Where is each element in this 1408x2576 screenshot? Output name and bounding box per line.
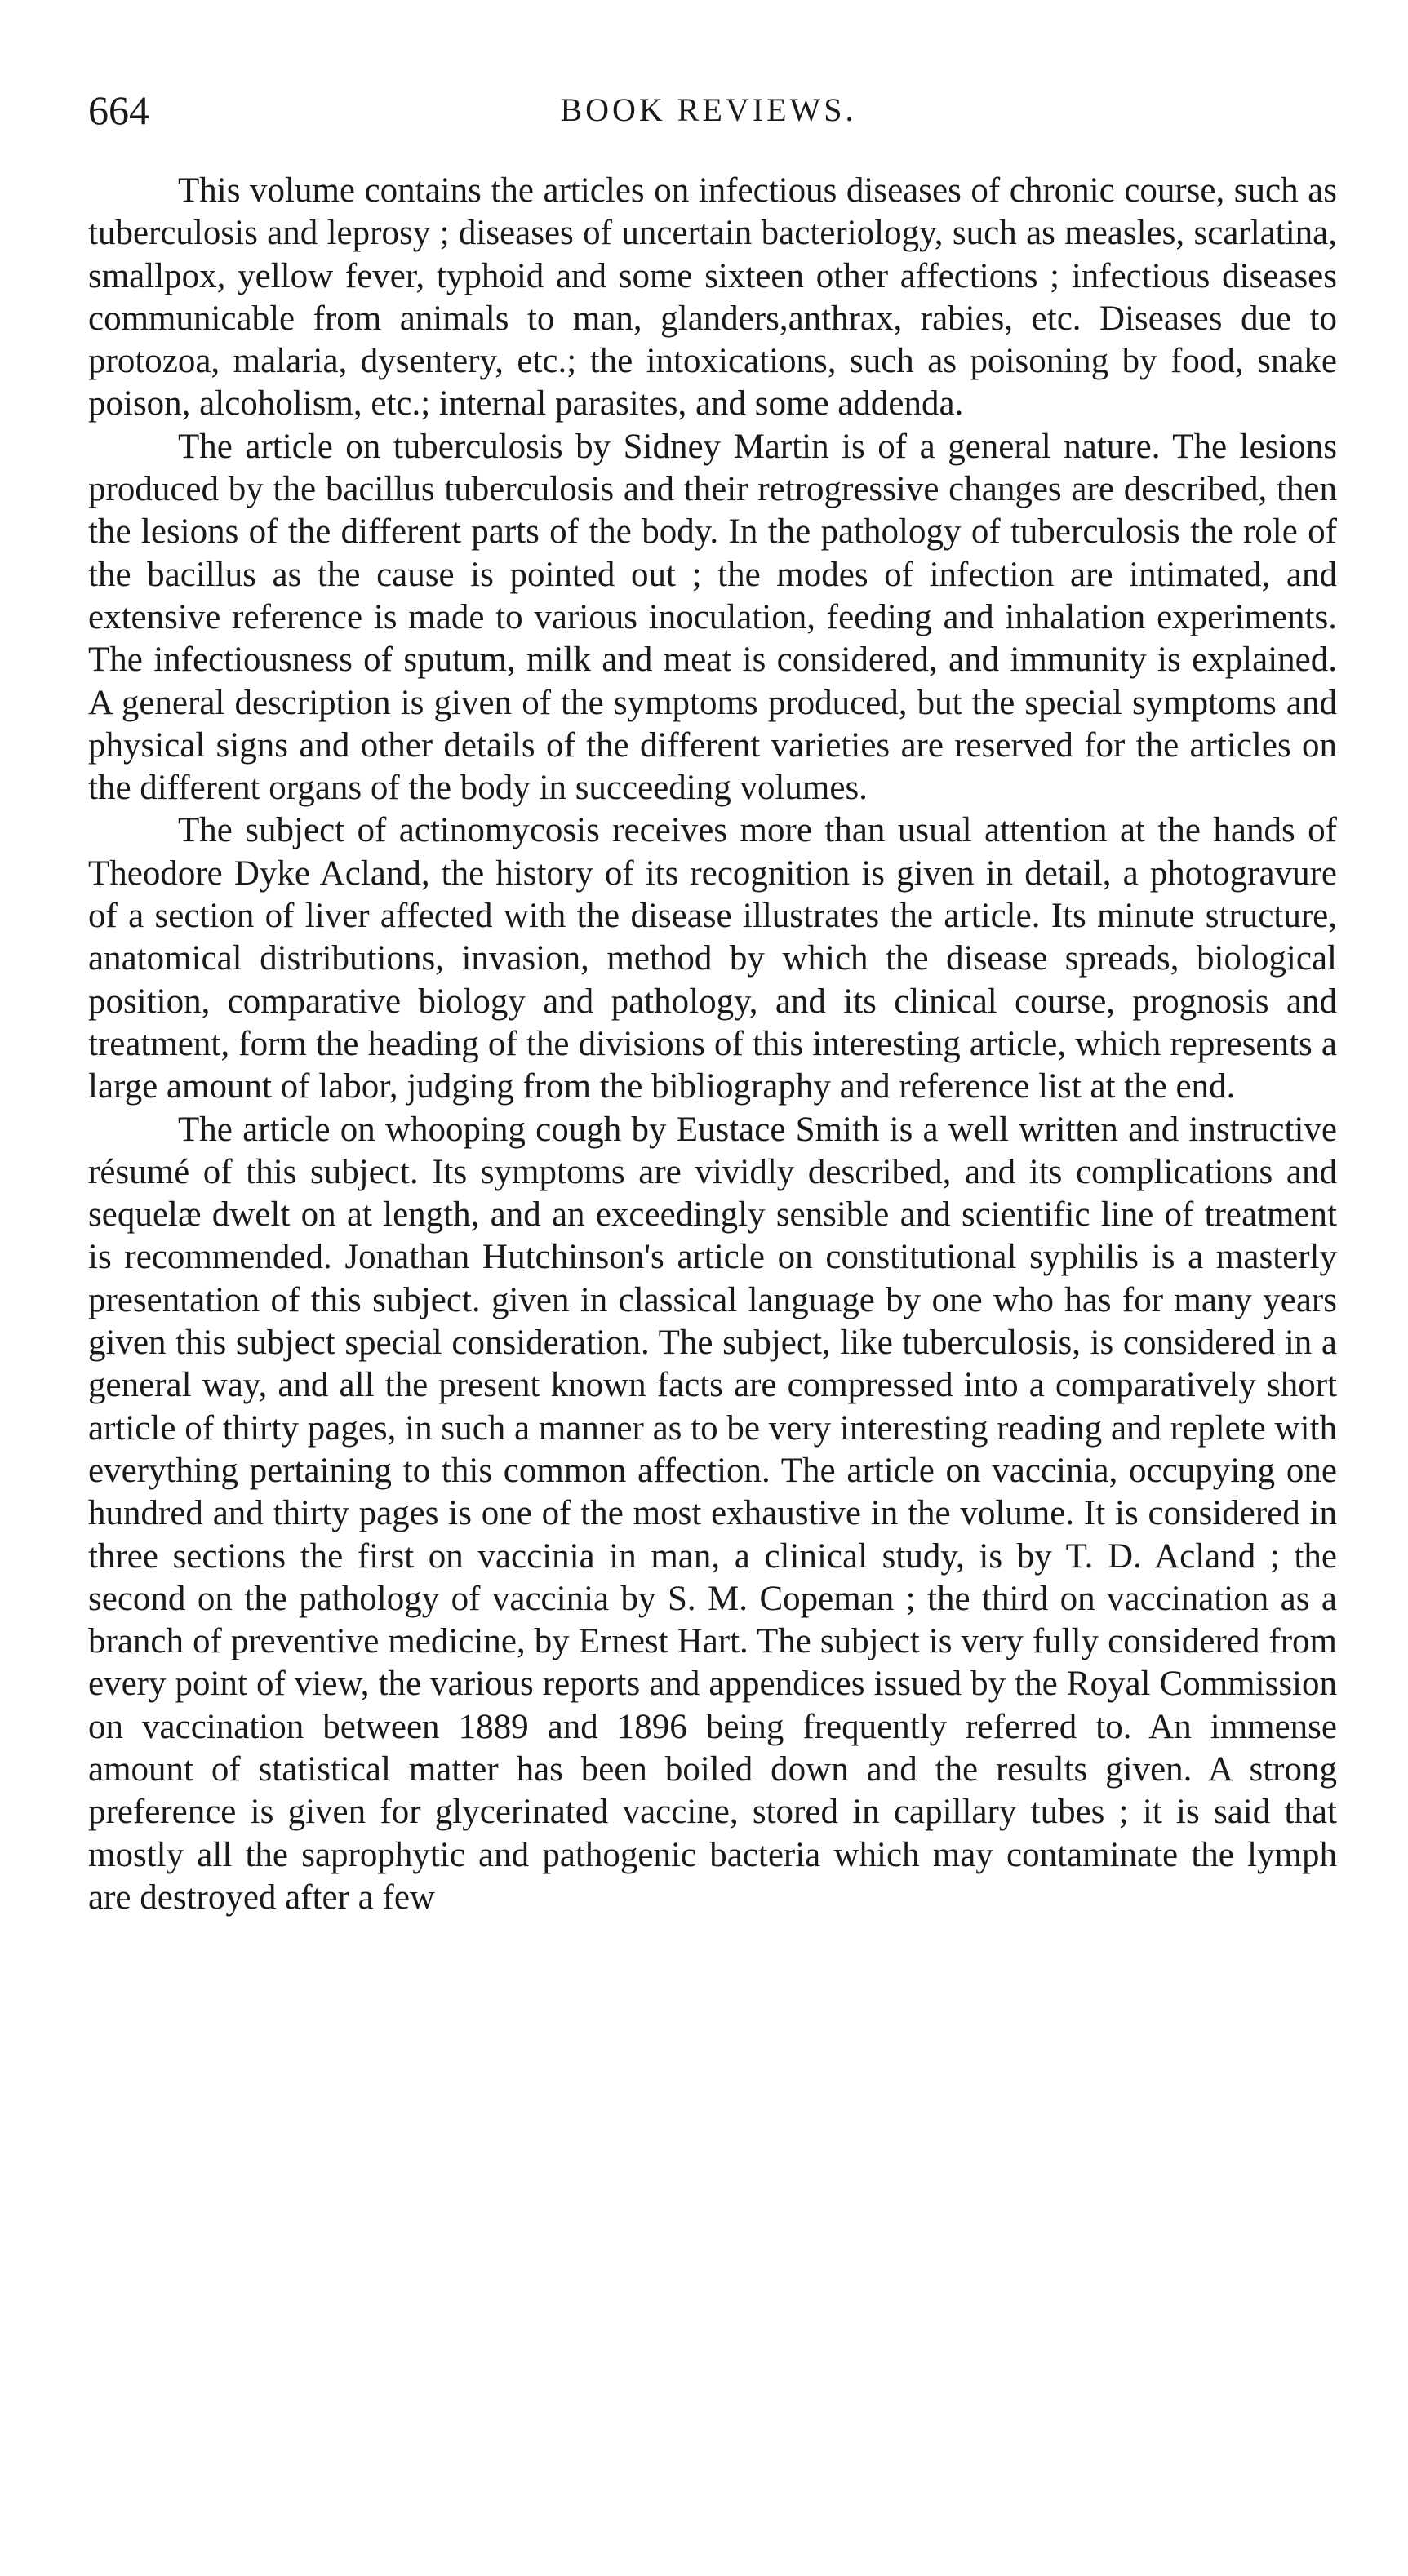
review-body <box>88 170 1337 1919</box>
paragraph-whooping-cough-syphilis-vaccinia: The article on whooping cough by Eustace Smith is a well written and instructive résumé of this subject. Its symptoms are vividly described, and its complications and sequelæ dwelt on at length, and an exceedingly sensible and scientific line of treatment is recommended. Jonathan Hutchinson's article on constitutional syphilis is a masterly presentation of this subject. given in classical language by one who has for many years given this subject special consideration. The subject, like tuberculosis, is considered in a general way, and all the present known facts are compressed into a comparatively short article of thirty pages, in such a manner as to be very interesting reading and replete with everything pertaining to this common affection. The article on vaccinia, occupying one hundred and thirty pages is one of the most exhaustive in the volume. It is considered in three sections the first on vaccinia in man, a clinical study, is by T. D. Acland ; the second on the pathology of vaccinia by S. M. Copeman ; the third on vaccination as a branch of preventive medicine, by Ernest Hart. The subject is very fully considered from every point of view, the various reports and appendices issued by the Royal Commission on vaccination between 1889 and 1896 being frequently referred to. An immense amount of statistical matter has been boiled down and the results given. A strong preference is given for glycerinated vaccine, stored in capillary tubes ; it is said that mostly all the saprophytic and pathogenic bacteria which may contaminate the lymph are destroyed after a few <box>88 1110 1337 1917</box>
paragraph-tuberculosis: The article on tuberculosis by Sidney Martin is of a general nature. The lesions produced by the bacillus tuberculosis and their retrogressive changes are described, then the lesions of the different parts of the body. In the pathology of tuberculosis the role of the bacillus as the cause is pointed out ; the modes of infection are intimated, and extensive reference is made to various inoculation, feeding and inhalation experiments. The infectiousness of sputum, milk and meat is considered, and immunity is explained. A general description is given of the symptoms produced, but the special symptoms and physical signs and other details of the different varieties are reserved for the articles on the different organs of the body in succeeding volumes. <box>88 427 1337 808</box>
page-number: 664 <box>88 87 149 133</box>
paragraph-actinomycosis: The subject of actinomycosis receives more than usual attention at the hands of Theodore Dyke Acland, the history of its recognition is given in detail, a photogravure of a section of liver affected with the disease illustrates the article. Its minute structure, anatomical distributions, invasion, method by which the disease spreads, biological position, comparative biology and pathology, and its clinical course, prognosis and treatment, form the heading of the divisions of this interesting article, which represents a large amount of labor, judging from the bibliography and reference list at the end. <box>88 811 1337 1106</box>
running-head <box>88 82 1329 139</box>
paragraph-volume-contents: This volume contains the articles on infectious diseases of chronic course, such as tuberculosis and leprosy ; diseases of uncertain bacteriology, such as measles, scarlatina, smallpox, yellow fever, typhoid and some sixteen other affections ; infectious diseases communicable from animals to man, glanders,anthrax, rabies, etc. Diseases due to protozoa, malaria, dysentery, etc.; the intoxications, such as poisoning by food, snake poison, alcoholism, etc.; internal parasites, and some addenda. <box>88 171 1337 423</box>
section-title: BOOK REVIEWS. <box>560 91 857 128</box>
